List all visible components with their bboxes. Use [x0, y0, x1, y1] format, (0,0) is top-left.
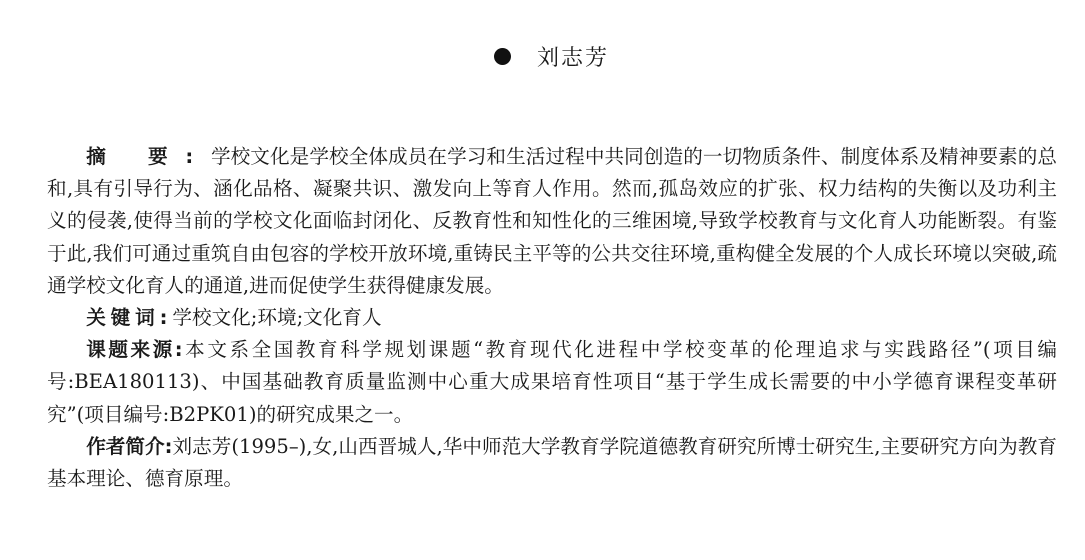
author-bio-paragraph [47, 431, 1057, 495]
keywords-text: 学校文化;环境;文化育人 [172, 306, 382, 330]
author-line [0, 38, 1085, 74]
author-bio-label: 作者简介: [86, 434, 173, 458]
keywords-paragraph [47, 302, 1057, 334]
keywords-label: 关键词: [86, 306, 173, 330]
author-bio-text: 刘志芳(1995–),女,山西晋城人,华中师范大学教育学院道德教育研究所博士研究生,主要研究方向为教育基本理论、德育原理。 [47, 434, 1057, 491]
bullet-icon [494, 48, 511, 65]
funding-label: 课题来源: [86, 338, 183, 362]
funding-paragraph [47, 334, 1057, 431]
abstract-paragraph [47, 141, 1057, 302]
funding-text: 本文系全国教育科学规划课题“教育现代化进程中学校变革的伦理追求与实践路径”(项目编号:BEA180113)、中国基础教育质量监测中心重大成果培育性项目“基于学生成长需要的中小学德育课程变革研究”(项目编号:B2PK01)的研究成果之一。 [47, 338, 1057, 426]
author-name: 刘志芳 [536, 45, 609, 71]
abstract-label: 摘 要: [86, 145, 211, 168]
abstract-text: 学校文化是学校全体成员在学习和生活过程中共同创造的一切物质条件、制度体系及精神要素的总和,具有引导行为、涵化品格、凝聚共识、激发向上等育人作用。然而,孤岛效应的扩张、权力结构的失衡以及功利主义的侵袭,使得当前的学校文化面临封闭化、反教育性和知性化的三维困境,导致学校教育与文化育人功能断裂。有鉴于此,我们可通过重筑自由包容的学校开放环境,重铸民主平等的公共交往环境,重构健全发展的个人成长环境以突破,疏通学校文化育人的通道,进而促使学生获得健康发展。 [47, 145, 1058, 297]
article-front-matter [47, 141, 1057, 495]
